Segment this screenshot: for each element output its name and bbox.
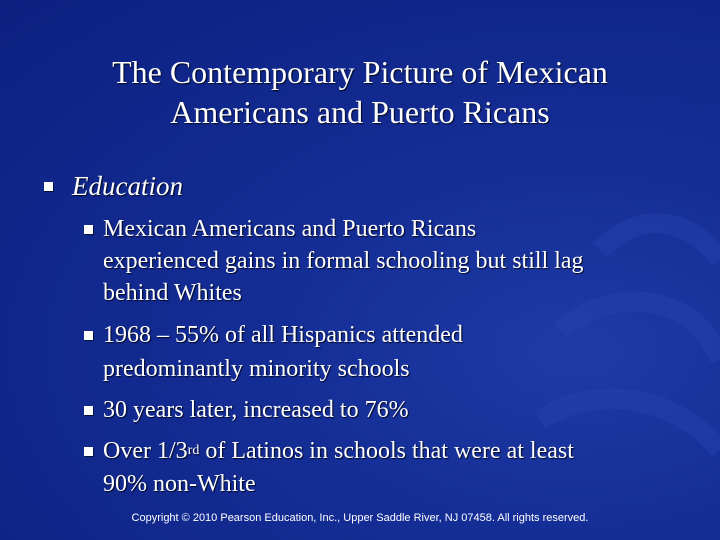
sub-bullet-2-line-2: predominantly minority schools (103, 356, 410, 382)
sub-bullet-1-line-3: behind Whites (103, 280, 242, 306)
bullet-education-label: Education (72, 171, 183, 201)
square-bullet-icon (44, 182, 53, 191)
sub-bullet-2-line-1: 1968 – 55% of all Hispanics attended (103, 322, 463, 348)
sub-bullet-4-suffix: of Latinos in schools that were at least (199, 438, 574, 464)
sub-bullet-1-line-1: Mexican Americans and Puerto Ricans (103, 216, 477, 242)
sub-bullet-4-superscript: rd (187, 443, 200, 458)
sub-bullet-4-line-2: 90% non-White (103, 471, 256, 497)
sub-bullet-3-line-1: 30 years later, increased to 76% (103, 397, 409, 423)
square-bullet-icon (84, 225, 93, 234)
title-line-2: Americans and Puerto Ricans (170, 94, 550, 130)
sub-bullet-4-line-1 (103, 436, 574, 467)
sub-bullet-1-line-2: experienced gains in formal schooling but still lag (103, 248, 584, 274)
sub-bullet-4 (84, 436, 714, 500)
slide-title (20, 52, 700, 132)
sub-bullet-3 (84, 395, 714, 427)
title-line-1: The Contemporary Picture of Mexican (112, 54, 608, 90)
sub-bullet-2 (84, 320, 714, 384)
square-bullet-icon (84, 447, 93, 456)
sub-bullet-4-prefix: Over 1/3 (103, 438, 188, 464)
square-bullet-icon (84, 331, 93, 340)
square-bullet-icon (84, 406, 93, 415)
sub-bullet-1 (84, 214, 714, 310)
copyright-footer: Copyright © 2010 Pearson Education, Inc., Upper Saddle River, NJ 07458. All rights reserved. (131, 512, 589, 524)
